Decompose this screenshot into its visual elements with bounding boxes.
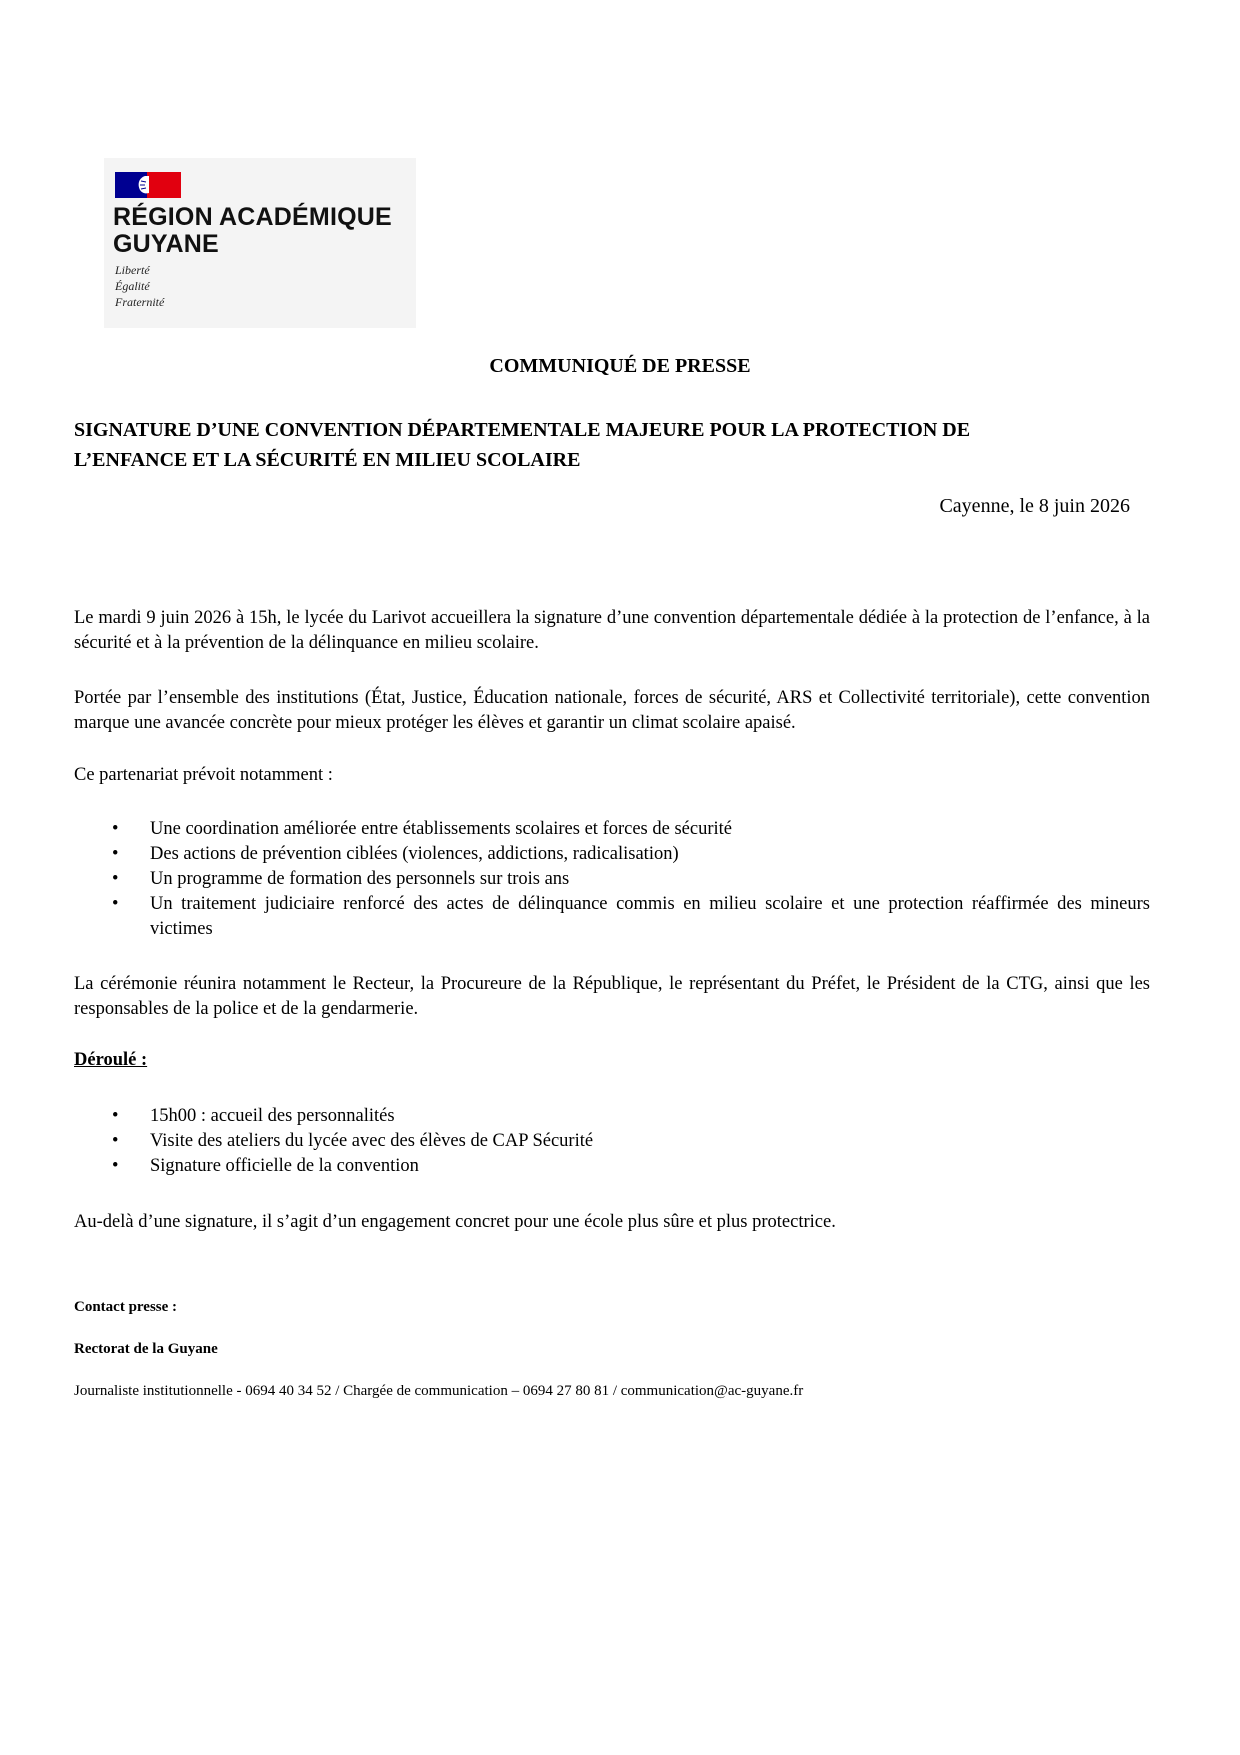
list-item: • Un programme de formation des personnels sur trois ans [74, 867, 1150, 892]
bullet-icon: • [112, 1131, 119, 1151]
bullet-icon: • [112, 819, 119, 839]
schedule-list [74, 1104, 1150, 1179]
motto-liberte: Liberté [115, 263, 150, 277]
document-type-title: COMMUNIQUÉ DE PRESSE [489, 355, 751, 377]
org-name-line2: GUYANE [113, 230, 219, 258]
headline-line-2: L’ENFANCE ET LA SÉCURITÉ EN MILIEU SCOLAIRE [74, 449, 581, 471]
institutions-paragraph: Portée par l’ensemble des institutions (État, Justice, Éducation nationale, forces de sécurité, ARS et Collectivité territoriale), cette convention marque une avancée concrète pour mieux protéger les élèves et garantir un climat scolaire apaisé. [74, 688, 1150, 733]
contact-organization: Rectorat de la Guyane [74, 1341, 218, 1357]
republic-motto [115, 262, 164, 310]
motto-fraternite: Fraternité [115, 295, 165, 309]
list-item: • Un traitement judiciaire renforcé des actes de délinquance commis en milieu scolaire et une protection réaffirmée des mineurs victimes [112, 894, 1150, 939]
partnership-intro: Ce partenariat prévoit notamment : [74, 765, 333, 785]
bullet-icon: • [112, 869, 119, 889]
list-item: • Signature officielle de la convention [74, 1154, 1150, 1179]
bullet-icon: • [112, 894, 119, 914]
bullet-icon: • [112, 1106, 119, 1126]
bullet-icon: • [112, 1156, 119, 1176]
motto-egalite: Égalité [115, 279, 150, 293]
org-name-line1: RÉGION ACADÉMIQUE [113, 203, 392, 231]
list-item: • Des actions de prévention ciblées (violences, addictions, radicalisation) [74, 842, 1150, 867]
headline-line-1: SIGNATURE D’UNE CONVENTION DÉPARTEMENTALE MAJEURE POUR LA PROTECTION DE [74, 419, 971, 441]
marianne-flag-icon [115, 172, 181, 198]
schedule-heading: Déroulé : [74, 1050, 148, 1070]
contact-label: Contact presse : [74, 1299, 178, 1315]
list-item: • Une coordination améliorée entre établissements scolaires et forces de sécurité [74, 817, 1150, 842]
closing-paragraph: Au-delà d’une signature, il s’agit d’un engagement concret pour une école plus sûre et plus protectrice. [74, 1212, 836, 1232]
list-item: • Visite des ateliers du lycée avec des élèves de CAP Sécurité [74, 1129, 1150, 1154]
list-item: • 15h00 : accueil des personnalités [74, 1104, 1150, 1129]
partnership-list [74, 817, 1150, 942]
dateline: Cayenne, le 8 juin 2026 [939, 495, 1130, 517]
bullet-icon: • [112, 844, 119, 864]
ceremony-paragraph: La cérémonie réunira notamment le Recteur, la Procureure de la République, le représentant du Préfet, le Président de la CTG, ainsi que les responsables de la police et de la gendarmerie. [74, 974, 1150, 1019]
press-release-headline [74, 415, 1164, 475]
academy-logo [104, 158, 416, 328]
intro-paragraph: Le mardi 9 juin 2026 à 15h, le lycée du Larivot accueillera la signature d’une convention départementale dédiée à la protection de l’enfance, à la sécurité et à la prévention de la délinquance en milieu scolaire. [74, 608, 1150, 653]
contact-details: Journaliste institutionnelle - 0694 40 34 52 / Chargée de communication – 0694 27 80 81 / communication@ac-guyane.fr [74, 1383, 804, 1399]
